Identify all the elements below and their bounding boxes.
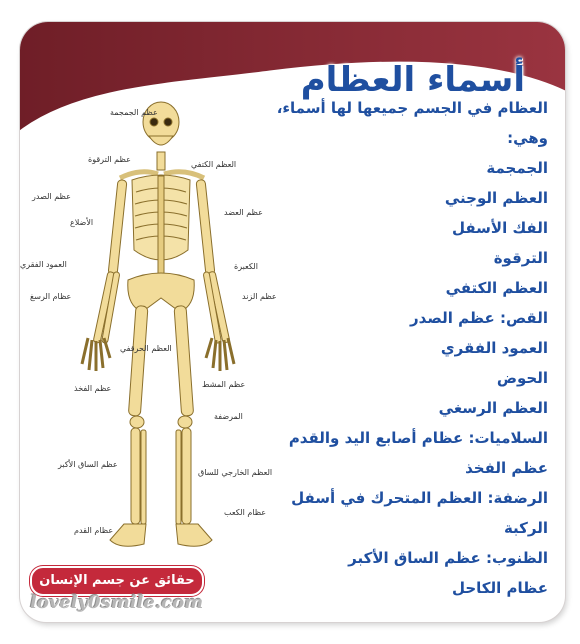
list-item: الرضفة: العظم المتحرك في أسفل [291, 489, 548, 507]
label-clavicle: عظم الترقوة [88, 155, 131, 164]
label-tibia: عظم الساق الأكبر [58, 460, 118, 469]
list-item: العمود الفقري [440, 339, 548, 357]
label-foot: عظام القدم [74, 526, 114, 535]
intro-line: العظام في الجسم جميعها لها أسماء، [276, 99, 548, 117]
bones-text [248, 93, 548, 603]
label-ulna: عظم الزند [242, 292, 277, 301]
watermark-badge: حقائق عن جسم الإنسان [30, 566, 204, 596]
label-fibula: العظم الخارجي للساق [198, 468, 273, 477]
list-item: عظام الكاحل [451, 579, 548, 597]
list-item: عظم الفخذ [465, 459, 548, 477]
label-scapula: العظم الكتفي [191, 160, 237, 169]
skeleton-diagram [20, 100, 278, 570]
list-item: القص: عظم الصدر [410, 309, 548, 327]
label-ribs: الأضلاع [70, 218, 94, 227]
label-skull: عظم الجمجمة [110, 108, 158, 117]
list-item: العظم الوجني [444, 189, 548, 207]
label-radius: الكعبرة [234, 262, 258, 271]
label-metacarpal: عظم المشط [202, 380, 246, 389]
label-humerus: عظم العضد [224, 208, 263, 217]
intro-line: وهي: [507, 129, 548, 147]
list-item: الظنوب: عظم الساق الأكبر [348, 549, 548, 567]
list-item: الجمجمة [486, 159, 548, 177]
label-carpal: عظام الرسغ [30, 292, 72, 301]
list-item: العظم الكتفي [445, 279, 548, 297]
page-title: أسماء العظام [300, 60, 525, 100]
label-ankle: عظام الكعب [224, 508, 267, 517]
list-item: الركبة [503, 519, 548, 537]
list-item: العظم الرسغي [438, 399, 548, 417]
list-item: الحوض [496, 369, 548, 387]
label-sternum: عظم الصدر [32, 192, 71, 201]
label-patella: المرضفة [214, 412, 243, 421]
label-pelvis: العظم الحرقفي [120, 344, 172, 353]
list-item: الترقوة [493, 249, 548, 267]
list-item: السلاميات: عظام أصابع اليد والقدم [288, 429, 548, 447]
label-spine: العمود الفقري [20, 260, 67, 269]
label-femur: عظم الفخذ [74, 384, 112, 393]
site-url: lovely0smile.com [30, 592, 204, 613]
bones-list [248, 153, 548, 603]
skeleton-illustration [28, 100, 278, 570]
list-item: الفك الأسفل [451, 219, 548, 237]
